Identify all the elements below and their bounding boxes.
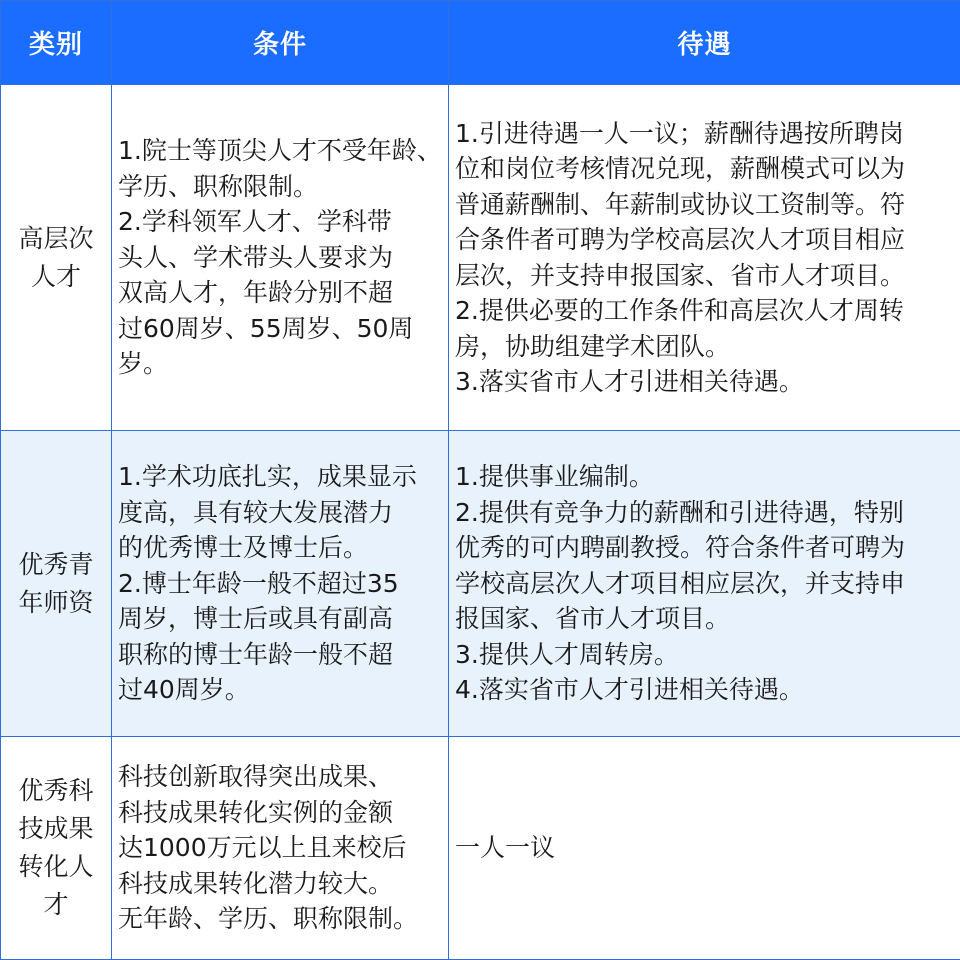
category-cell	[1, 737, 112, 960]
benefits-line: 一人一议	[455, 830, 956, 866]
benefits-line: 2.提供有竞争力的薪酬和引进待遇，特别	[455, 495, 956, 531]
benefits-line: 3.提供人才周转房。	[455, 637, 956, 673]
conditions-line: 过40周岁。	[118, 672, 444, 708]
table-row-young-faculty	[1, 431, 960, 737]
benefits-line: 1.提供事业编制。	[455, 459, 956, 495]
table-row-tech-transfer-talent	[1, 737, 960, 960]
benefits-cell	[449, 737, 960, 960]
table-row-high-level-talent	[1, 85, 960, 431]
benefits-cell	[449, 85, 960, 431]
category-line: 技成果	[11, 810, 101, 848]
conditions-line: 达1000万元以上且来校后	[118, 830, 444, 866]
benefits-cell	[449, 431, 960, 737]
conditions-line: 过60周岁、55周岁、50周	[118, 311, 444, 347]
benefits-line: 报国家、省市人才项目。	[455, 601, 956, 637]
conditions-line: 科技成果转化实例的金额	[118, 795, 444, 831]
benefits-line: 房，协助组建学术团队。	[455, 329, 956, 365]
category-line: 高层次	[11, 220, 101, 258]
conditions-cell	[112, 431, 449, 737]
conditions-line: 无年龄、学历、职称限制。	[118, 901, 444, 937]
benefits-line: 优秀的可内聘副教授。符合条件者可聘为	[455, 530, 956, 566]
benefits-line: 2.提供必要的工作条件和高层次人才周转	[455, 293, 956, 329]
conditions-cell	[112, 85, 449, 431]
conditions-line: 2.博士年龄一般不超过35	[118, 566, 444, 602]
category-line: 年师资	[11, 584, 101, 622]
conditions-line: 学历、职称限制。	[118, 169, 444, 205]
benefits-line: 1.引进待遇一人一议；薪酬待遇按所聘岗	[455, 116, 956, 152]
conditions-line: 2.学科领军人才、学科带	[118, 204, 444, 240]
header-row	[1, 1, 960, 85]
benefits-line: 3.落实省市人才引进相关待遇。	[455, 364, 956, 400]
conditions-line: 1.学术功底扎实，成果显示	[118, 459, 444, 495]
conditions-line: 周岁，博士后或具有副高	[118, 601, 444, 637]
benefits-line: 层次，并支持申报国家、省市人才项目。	[455, 258, 956, 294]
benefits-line: 位和岗位考核情况兑现，薪酬模式可以为	[455, 151, 956, 187]
benefits-line: 合条件者可聘为学校高层次人才项目相应	[455, 222, 956, 258]
conditions-line: 科技创新取得突出成果、	[118, 759, 444, 795]
header-benefits: 待遇	[449, 1, 960, 85]
header-conditions: 条件	[112, 1, 449, 85]
header-category: 类别	[1, 1, 112, 85]
category-line: 才	[11, 886, 101, 924]
conditions-cell	[112, 737, 449, 960]
category-cell	[1, 85, 112, 431]
benefits-line: 4.落实省市人才引进相关待遇。	[455, 672, 956, 708]
conditions-line: 科技成果转化潜力较大。	[118, 866, 444, 902]
category-line: 人才	[11, 258, 101, 296]
conditions-line: 度高，具有较大发展潜力	[118, 495, 444, 531]
conditions-line: 的优秀博士及博士后。	[118, 530, 444, 566]
category-line: 优秀科	[11, 772, 101, 810]
category-line: 转化人	[11, 848, 101, 886]
benefits-line: 学校高层次人才项目相应层次，并支持申	[455, 566, 956, 602]
conditions-line: 头人、学术带头人要求为	[118, 240, 444, 276]
conditions-line: 1.院士等顶尖人才不受年龄、	[118, 133, 444, 169]
conditions-line: 双高人才，年龄分别不超	[118, 275, 444, 311]
conditions-line: 岁。	[118, 346, 444, 382]
category-cell	[1, 431, 112, 737]
category-line: 优秀青	[11, 546, 101, 584]
conditions-line: 职称的博士年龄一般不超	[118, 637, 444, 673]
benefits-line: 普通薪酬制、年薪制或协议工资制等。符	[455, 187, 956, 223]
